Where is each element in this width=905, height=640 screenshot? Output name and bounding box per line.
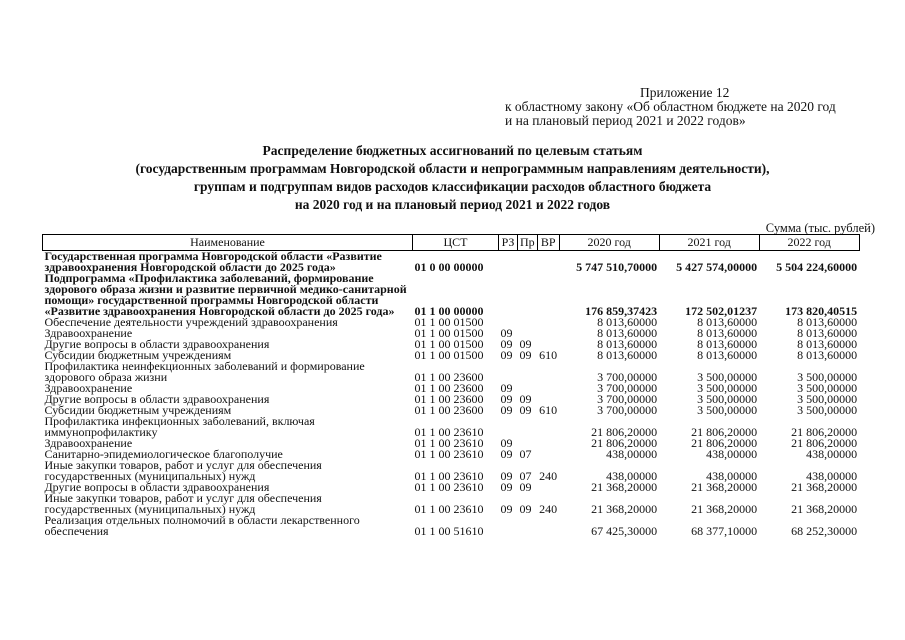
row-rz: 09 — [500, 381, 513, 395]
row-pr: 09 — [519, 337, 532, 351]
row-vr — [537, 449, 559, 460]
row-vr: 240 — [539, 502, 558, 516]
row-2021: 8 013,60000 — [697, 315, 758, 329]
row-2020: 3 700,00000 — [597, 403, 658, 417]
row-2022: 21 806,20000 — [791, 436, 858, 450]
row-2020: 8 013,60000 — [597, 348, 658, 362]
row-2020: 3 700,00000 — [597, 370, 658, 384]
row-vr — [537, 482, 559, 493]
row-rz: 09 — [500, 403, 513, 417]
row-pr: 09 — [519, 502, 532, 516]
header-vr: ВР — [537, 235, 559, 251]
row-2021: 21 368,20000 — [691, 502, 758, 516]
header-2021: 2021 год — [659, 235, 759, 251]
annex-period-line: и на плановый период 2021 и 2022 годов» — [505, 113, 746, 128]
row-2020: 21 368,20000 — [591, 480, 658, 494]
row-cst: 01 1 00 01500 — [414, 315, 484, 329]
row-2021: 21 806,20000 — [691, 436, 758, 450]
table-row — [43, 251, 860, 274]
row-2021: 8 013,60000 — [697, 337, 758, 351]
row-cst: 01 1 00 23600 — [414, 381, 484, 395]
row-cst: 01 1 00 23610 — [414, 502, 484, 516]
row-2021: 172 502,01237 — [685, 304, 758, 318]
row-cst: 01 1 00 51610 — [414, 524, 484, 538]
row-pr — [518, 416, 538, 438]
row-2022: 8 013,60000 — [797, 348, 858, 362]
row-2022: 8 013,60000 — [797, 315, 858, 329]
row-2021: 8 013,60000 — [697, 348, 758, 362]
row-vr: 240 — [539, 469, 558, 483]
row-rz — [499, 361, 518, 383]
row-2022: 3 500,00000 — [797, 392, 858, 406]
row-cst: 01 0 00 00000 — [414, 260, 484, 274]
table-row — [43, 493, 860, 515]
header-2022: 2022 год — [759, 235, 859, 251]
annex-note — [505, 86, 836, 128]
row-pr: 07 — [519, 469, 532, 483]
row-rz — [499, 273, 518, 317]
row-pr: 09 — [519, 392, 532, 406]
row-vr — [537, 416, 559, 438]
row-2021: 3 500,00000 — [697, 370, 758, 384]
table-body — [43, 251, 860, 538]
table-row — [43, 361, 860, 383]
row-2022: 438,00000 — [806, 447, 858, 461]
row-vr — [537, 251, 559, 274]
row-2022: 3 500,00000 — [797, 403, 858, 417]
row-vr — [537, 438, 559, 449]
row-2020: 8 013,60000 — [597, 326, 658, 340]
units-label: Сумма (тыс. рублей) — [765, 221, 875, 235]
row-name: Другие вопросы в области здравоохранения — [44, 337, 270, 351]
row-pr — [518, 515, 538, 537]
row-2021: 21 368,20000 — [691, 480, 758, 494]
row-2020: 176 859,37423 — [585, 304, 658, 318]
row-2020: 21 806,20000 — [591, 436, 658, 450]
row-rz: 09 — [500, 348, 513, 362]
annex-law-line: к областному закону «Об областном бюджете на 2020 год — [505, 99, 836, 114]
row-2022: 21 368,20000 — [791, 502, 858, 516]
row-2022: 8 013,60000 — [797, 337, 858, 351]
row-rz — [499, 416, 518, 438]
header-rz: РЗ — [499, 235, 518, 251]
row-cst: 01 1 00 01500 — [414, 337, 484, 351]
row-vr — [537, 383, 559, 394]
row-2021: 8 013,60000 — [697, 326, 758, 340]
row-2022: 5 504 224,60000 — [776, 260, 858, 274]
table-row — [43, 515, 860, 537]
row-2022: 21 806,20000 — [791, 425, 858, 439]
row-pr: 09 — [519, 480, 532, 494]
row-name: Профилактика инфекционных заболеваний, включая иммунопрофилактику — [44, 414, 315, 439]
row-2022: 68 252,30000 — [791, 524, 858, 538]
row-vr — [537, 317, 559, 328]
header-2020: 2020 год — [559, 235, 659, 251]
row-name: Подпрограмма «Профилактика заболеваний, формирование здорового образа жизни и развитие первичной медико-санитарной помощи» государственной программы Новгородской области «Развитие здравоохранения Новгородской области до 2025 года» — [44, 271, 407, 318]
row-2021: 3 500,00000 — [697, 392, 758, 406]
row-cst: 01 1 00 23610 — [414, 447, 484, 461]
title-line-1: Распределение бюджетных ассигнований по целевым статьям — [262, 143, 643, 158]
row-pr — [518, 251, 538, 274]
row-name: Здравоохранение — [44, 326, 133, 340]
title-line-2: (государственным программам Новгородской области и непрограммным направлениям деятельности), — [135, 161, 770, 176]
row-vr — [537, 273, 559, 317]
row-vr: 610 — [539, 403, 558, 417]
row-pr — [518, 361, 538, 383]
row-rz: 09 — [500, 469, 513, 483]
title-line-4: на 2020 год и на плановый период 2021 и 2022 годов — [294, 197, 611, 212]
row-cst: 01 1 00 23600 — [414, 370, 484, 384]
row-2022: 3 500,00000 — [797, 370, 858, 384]
row-pr — [518, 317, 538, 328]
table-row — [43, 273, 860, 317]
row-2021: 438,00000 — [706, 447, 758, 461]
row-2022: 173 820,40515 — [785, 304, 858, 318]
row-name: Обеспечение деятельности учреждений здравоохранения — [44, 315, 338, 329]
row-rz — [499, 515, 518, 537]
row-vr — [537, 515, 559, 537]
header-pr: Пр — [518, 235, 538, 251]
row-2022: 3 500,00000 — [797, 381, 858, 395]
row-rz: 09 — [500, 502, 513, 516]
row-rz: 09 — [500, 326, 513, 340]
row-name: Профилактика неинфекционных заболеваний и формирование здорового образа жизни — [44, 359, 365, 384]
row-cst: 01 1 00 01500 — [414, 348, 484, 362]
row-name: Иные закупки товаров, работ и услуг для обеспечения государственных (муниципальных) нужд — [44, 491, 322, 516]
row-rz: 09 — [500, 480, 513, 494]
row-pr: 09 — [519, 403, 532, 417]
row-2020: 3 700,00000 — [597, 392, 658, 406]
row-name: Санитарно-эпидемиологическое благополучие — [44, 447, 283, 461]
row-cst: 01 1 00 23610 — [414, 469, 484, 483]
annex-number: Приложение 12 — [640, 85, 730, 100]
row-name: Здравоохранение — [44, 381, 133, 395]
row-vr: 610 — [539, 348, 558, 362]
row-cst: 01 1 00 23610 — [414, 480, 484, 494]
row-rz: 09 — [500, 392, 513, 406]
row-cst: 01 1 00 23600 — [414, 392, 484, 406]
row-cst: 01 1 00 23610 — [414, 436, 484, 450]
row-2020: 438,00000 — [606, 469, 658, 483]
row-2020: 21 368,20000 — [591, 502, 658, 516]
budget-table — [42, 234, 860, 537]
header-cst: ЦСТ — [413, 235, 499, 251]
title-line-3: группам и подгруппам видов расходов классификации расходов областного бюджета — [193, 179, 712, 194]
row-2022: 21 368,20000 — [791, 480, 858, 494]
row-name: Реализация отдельных полномочий в области лекарственного обеспечения — [44, 513, 360, 538]
row-2021: 21 806,20000 — [691, 425, 758, 439]
row-name: Субсидии бюджетным учреждениям — [44, 403, 232, 417]
row-2020: 3 700,00000 — [597, 381, 658, 395]
row-2020: 5 747 510,70000 — [576, 260, 658, 274]
row-2020: 67 425,30000 — [591, 524, 658, 538]
header-name: Наименование — [43, 235, 413, 251]
row-pr: 09 — [519, 348, 532, 362]
row-2021: 3 500,00000 — [697, 403, 758, 417]
row-name: Другие вопросы в области здравоохранения — [44, 392, 270, 406]
row-2021: 438,00000 — [706, 469, 758, 483]
row-2021: 5 427 574,00000 — [676, 260, 758, 274]
document-title — [30, 142, 875, 214]
row-name: Другие вопросы в области здравоохранения — [44, 480, 270, 494]
row-name: Государственная программа Новгородской области «Развитие здравоохранения Новгородской области до 2025 года» — [44, 249, 382, 274]
row-vr — [537, 328, 559, 339]
row-2020: 8 013,60000 — [597, 337, 658, 351]
row-cst: 01 1 00 01500 — [414, 326, 484, 340]
row-2022: 8 013,60000 — [797, 326, 858, 340]
row-rz: 09 — [500, 436, 513, 450]
row-rz — [499, 251, 518, 274]
row-vr — [537, 361, 559, 383]
table-row — [43, 460, 860, 482]
row-2021: 3 500,00000 — [697, 381, 758, 395]
row-2022: 438,00000 — [806, 469, 858, 483]
row-name: Субсидии бюджетным учреждениям — [44, 348, 232, 362]
row-rz: 09 — [500, 337, 513, 351]
row-cst: 01 1 00 23610 — [414, 425, 484, 439]
row-name: Здравоохранение — [44, 436, 133, 450]
row-name: Иные закупки товаров, работ и услуг для обеспечения государственных (муниципальных) нужд — [44, 458, 322, 483]
row-2020: 21 806,20000 — [591, 425, 658, 439]
row-rz: 09 — [500, 447, 513, 461]
row-pr: 07 — [519, 447, 532, 461]
row-2020: 438,00000 — [606, 447, 658, 461]
table-row — [43, 416, 860, 438]
row-2020: 8 013,60000 — [597, 315, 658, 329]
row-pr — [518, 273, 538, 317]
row-2021: 68 377,10000 — [691, 524, 758, 538]
row-cst: 01 1 00 00000 — [414, 304, 484, 318]
row-cst: 01 1 00 23600 — [414, 403, 484, 417]
